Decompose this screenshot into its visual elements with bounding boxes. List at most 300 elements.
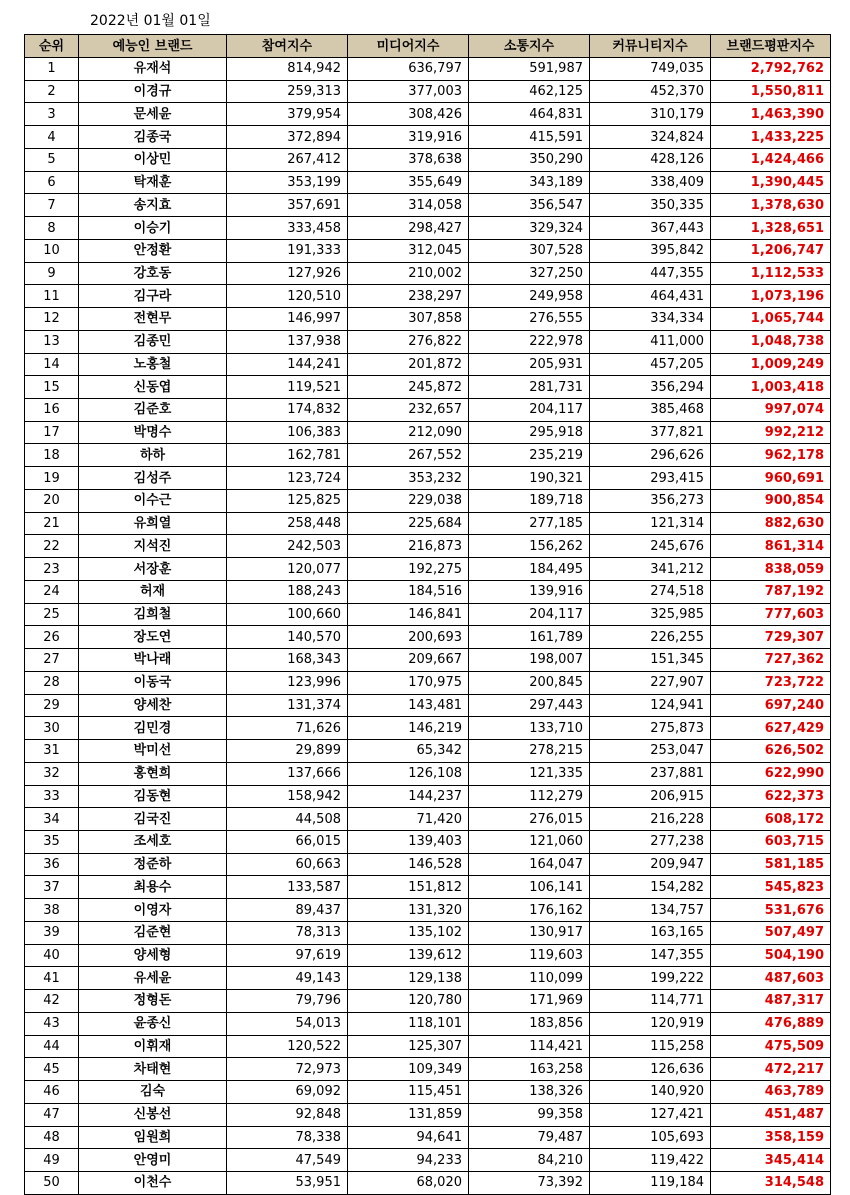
media-cell: 129,138 [348, 967, 469, 990]
rank-cell: 31 [25, 740, 79, 763]
media-cell: 276,822 [348, 330, 469, 353]
participation-cell: 66,015 [227, 830, 348, 853]
communication-cell: 276,555 [469, 308, 590, 331]
brand-index-cell: 1,009,249 [711, 353, 831, 376]
brand-index-cell: 463,789 [711, 1081, 831, 1104]
community-cell: 338,409 [590, 171, 711, 194]
rank-cell: 36 [25, 853, 79, 876]
table-row [25, 580, 831, 603]
community-cell: 126,636 [590, 1058, 711, 1081]
community-cell: 749,035 [590, 58, 711, 81]
rank-cell: 15 [25, 376, 79, 399]
table-row [25, 899, 831, 922]
communication-cell: 415,591 [469, 126, 590, 149]
brand-name-cell: 박명수 [79, 421, 227, 444]
media-cell: 225,684 [348, 512, 469, 535]
brand-name-cell: 양세형 [79, 944, 227, 967]
brand-name-cell: 문세윤 [79, 103, 227, 126]
table-row [25, 512, 831, 535]
communication-cell: 106,141 [469, 876, 590, 899]
report-date: 2022년 01월 01일 [90, 13, 211, 29]
rank-cell: 28 [25, 671, 79, 694]
rank-cell: 14 [25, 353, 79, 376]
participation-cell: 379,954 [227, 103, 348, 126]
media-cell: 307,858 [348, 308, 469, 331]
participation-cell: 137,938 [227, 330, 348, 353]
brand-index-cell: 723,722 [711, 671, 831, 694]
media-cell: 151,812 [348, 876, 469, 899]
brand-index-cell: 1,073,196 [711, 285, 831, 308]
community-cell: 163,165 [590, 921, 711, 944]
participation-cell: 79,796 [227, 990, 348, 1013]
participation-cell: 100,660 [227, 603, 348, 626]
table-row [25, 489, 831, 512]
brand-index-cell: 1,048,738 [711, 330, 831, 353]
table-row [25, 80, 831, 103]
rank-cell: 25 [25, 603, 79, 626]
table-row [25, 649, 831, 672]
participation-cell: 120,522 [227, 1035, 348, 1058]
rank-cell: 37 [25, 876, 79, 899]
rank-cell: 5 [25, 148, 79, 171]
community-cell: 124,941 [590, 694, 711, 717]
rank-cell: 40 [25, 944, 79, 967]
brand-name-cell: 이상민 [79, 148, 227, 171]
community-cell: 457,205 [590, 353, 711, 376]
community-cell: 119,184 [590, 1171, 711, 1194]
rank-cell: 49 [25, 1149, 79, 1172]
table-row [25, 239, 831, 262]
brand-index-cell: 504,190 [711, 944, 831, 967]
table-row [25, 603, 831, 626]
table-row [25, 308, 831, 331]
brand-index-cell: 472,217 [711, 1058, 831, 1081]
brand-name-cell: 김종국 [79, 126, 227, 149]
communication-cell: 329,324 [469, 217, 590, 240]
participation-cell: 78,313 [227, 921, 348, 944]
participation-cell: 174,832 [227, 399, 348, 422]
brand-name-cell: 탁재훈 [79, 171, 227, 194]
table-row [25, 1081, 831, 1104]
table-row [25, 830, 831, 853]
participation-cell: 168,343 [227, 649, 348, 672]
rank-cell: 42 [25, 990, 79, 1013]
brand-index-cell: 603,715 [711, 830, 831, 853]
table-row [25, 1103, 831, 1126]
brand-name-cell: 이영자 [79, 899, 227, 922]
community-cell: 310,179 [590, 103, 711, 126]
brand-reputation-table [24, 34, 831, 1195]
communication-cell: 156,262 [469, 535, 590, 558]
media-cell: 115,451 [348, 1081, 469, 1104]
table-row [25, 1035, 831, 1058]
media-cell: 109,349 [348, 1058, 469, 1081]
community-cell: 428,126 [590, 148, 711, 171]
communication-cell: 112,279 [469, 785, 590, 808]
media-cell: 139,403 [348, 830, 469, 853]
rank-cell: 50 [25, 1171, 79, 1194]
communication-cell: 99,358 [469, 1103, 590, 1126]
communication-cell: 190,321 [469, 467, 590, 490]
brand-name-cell: 이경규 [79, 80, 227, 103]
brand-name-cell: 최용수 [79, 876, 227, 899]
rank-cell: 2 [25, 80, 79, 103]
rank-cell: 41 [25, 967, 79, 990]
brand-index-cell: 1,328,651 [711, 217, 831, 240]
community-cell: 151,345 [590, 649, 711, 672]
community-cell: 115,258 [590, 1035, 711, 1058]
media-cell: 144,237 [348, 785, 469, 808]
table-row [25, 126, 831, 149]
brand-index-cell: 581,185 [711, 853, 831, 876]
table-row [25, 785, 831, 808]
table-row [25, 740, 831, 763]
participation-cell: 131,374 [227, 694, 348, 717]
participation-cell: 353,199 [227, 171, 348, 194]
brand-name-cell: 지석진 [79, 535, 227, 558]
brand-name-cell: 유재석 [79, 58, 227, 81]
media-cell: 319,916 [348, 126, 469, 149]
table-row [25, 148, 831, 171]
communication-cell: 295,918 [469, 421, 590, 444]
communication-cell: 235,219 [469, 444, 590, 467]
brand-index-cell: 507,497 [711, 921, 831, 944]
communication-cell: 139,916 [469, 580, 590, 603]
table-row [25, 853, 831, 876]
participation-cell: 71,626 [227, 717, 348, 740]
table-row [25, 467, 831, 490]
media-cell: 143,481 [348, 694, 469, 717]
rank-cell: 33 [25, 785, 79, 808]
community-cell: 114,771 [590, 990, 711, 1013]
brand-index-cell: 1,463,390 [711, 103, 831, 126]
table-row [25, 444, 831, 467]
participation-cell: 119,521 [227, 376, 348, 399]
participation-cell: 162,781 [227, 444, 348, 467]
participation-cell: 123,724 [227, 467, 348, 490]
brand-index-cell: 727,362 [711, 649, 831, 672]
brand-index-cell: 622,373 [711, 785, 831, 808]
community-cell: 199,222 [590, 967, 711, 990]
media-cell: 120,780 [348, 990, 469, 1013]
media-cell: 298,427 [348, 217, 469, 240]
media-cell: 209,667 [348, 649, 469, 672]
table-row [25, 399, 831, 422]
table-row [25, 1149, 831, 1172]
brand-index-cell: 900,854 [711, 489, 831, 512]
brand-index-cell: 345,414 [711, 1149, 831, 1172]
brand-name-cell: 홍현희 [79, 762, 227, 785]
table-row [25, 535, 831, 558]
community-cell: 121,314 [590, 512, 711, 535]
rank-cell: 4 [25, 126, 79, 149]
brand-index-cell: 1,424,466 [711, 148, 831, 171]
communication-cell: 343,189 [469, 171, 590, 194]
table-row [25, 876, 831, 899]
table-row [25, 285, 831, 308]
brand-name-cell: 장도연 [79, 626, 227, 649]
rank-cell: 30 [25, 717, 79, 740]
brand-name-cell: 정준하 [79, 853, 227, 876]
community-cell: 147,355 [590, 944, 711, 967]
brand-index-cell: 1,112,533 [711, 262, 831, 285]
communication-cell: 591,987 [469, 58, 590, 81]
brand-index-cell: 787,192 [711, 580, 831, 603]
participation-cell: 60,663 [227, 853, 348, 876]
media-cell: 232,657 [348, 399, 469, 422]
rank-cell: 19 [25, 467, 79, 490]
community-cell: 411,000 [590, 330, 711, 353]
community-cell: 274,518 [590, 580, 711, 603]
media-cell: 94,641 [348, 1126, 469, 1149]
media-cell: 229,038 [348, 489, 469, 512]
table-row [25, 1171, 831, 1194]
brand-name-cell: 허재 [79, 580, 227, 603]
brand-name-cell: 신동엽 [79, 376, 227, 399]
brand-index-cell: 1,390,445 [711, 171, 831, 194]
rank-cell: 29 [25, 694, 79, 717]
brand-index-cell: 962,178 [711, 444, 831, 467]
brand-name-cell: 김준호 [79, 399, 227, 422]
rank-cell: 45 [25, 1058, 79, 1081]
media-cell: 131,859 [348, 1103, 469, 1126]
community-cell: 324,824 [590, 126, 711, 149]
rank-cell: 10 [25, 239, 79, 262]
participation-cell: 69,092 [227, 1081, 348, 1104]
brand-index-cell: 838,059 [711, 558, 831, 581]
media-cell: 238,297 [348, 285, 469, 308]
brand-index-cell: 475,509 [711, 1035, 831, 1058]
media-cell: 131,320 [348, 899, 469, 922]
communication-cell: 249,958 [469, 285, 590, 308]
brand-index-cell: 545,823 [711, 876, 831, 899]
rank-cell: 11 [25, 285, 79, 308]
brand-name-cell: 안정환 [79, 239, 227, 262]
table-row [25, 330, 831, 353]
participation-cell: 125,825 [227, 489, 348, 512]
rank-cell: 35 [25, 830, 79, 853]
brand-name-cell: 조세호 [79, 830, 227, 853]
brand-name-cell: 유희열 [79, 512, 227, 535]
community-cell: 154,282 [590, 876, 711, 899]
media-cell: 125,307 [348, 1035, 469, 1058]
table-row [25, 194, 831, 217]
brand-name-cell: 김준현 [79, 921, 227, 944]
brand-index-cell: 531,676 [711, 899, 831, 922]
table-row [25, 694, 831, 717]
rank-cell: 24 [25, 580, 79, 603]
community-cell: 395,842 [590, 239, 711, 262]
media-cell: 170,975 [348, 671, 469, 694]
brand-name-cell: 김성주 [79, 467, 227, 490]
participation-cell: 137,666 [227, 762, 348, 785]
brand-index-cell: 997,074 [711, 399, 831, 422]
participation-cell: 127,926 [227, 262, 348, 285]
brand-name-cell: 이천수 [79, 1171, 227, 1194]
media-cell: 201,872 [348, 353, 469, 376]
communication-cell: 276,015 [469, 808, 590, 831]
brand-name-cell: 차태현 [79, 1058, 227, 1081]
brand-index-cell: 1,378,630 [711, 194, 831, 217]
community-cell: 206,915 [590, 785, 711, 808]
table-row [25, 1126, 831, 1149]
table-row [25, 967, 831, 990]
communication-cell: 119,603 [469, 944, 590, 967]
participation-cell: 123,996 [227, 671, 348, 694]
communication-cell: 327,250 [469, 262, 590, 285]
rank-cell: 46 [25, 1081, 79, 1104]
rank-cell: 32 [25, 762, 79, 785]
participation-cell: 188,243 [227, 580, 348, 603]
table-header [25, 35, 831, 58]
communication-cell: 79,487 [469, 1126, 590, 1149]
media-cell: 378,638 [348, 148, 469, 171]
table-row [25, 921, 831, 944]
participation-cell: 78,338 [227, 1126, 348, 1149]
rank-cell: 18 [25, 444, 79, 467]
communication-cell: 462,125 [469, 80, 590, 103]
media-cell: 312,045 [348, 239, 469, 262]
rank-cell: 20 [25, 489, 79, 512]
community-cell: 447,355 [590, 262, 711, 285]
participation-cell: 140,570 [227, 626, 348, 649]
table-row [25, 1012, 831, 1035]
brand-index-cell: 960,691 [711, 467, 831, 490]
communication-cell: 198,007 [469, 649, 590, 672]
rank-cell: 23 [25, 558, 79, 581]
participation-cell: 814,942 [227, 58, 348, 81]
communication-cell: 133,710 [469, 717, 590, 740]
community-cell: 253,047 [590, 740, 711, 763]
brand-name-cell: 양세찬 [79, 694, 227, 717]
participation-cell: 54,013 [227, 1012, 348, 1035]
communication-cell: 278,215 [469, 740, 590, 763]
participation-cell: 258,448 [227, 512, 348, 535]
header-rank: 순위 [25, 35, 79, 58]
participation-cell: 372,894 [227, 126, 348, 149]
table-row [25, 103, 831, 126]
community-cell: 350,335 [590, 194, 711, 217]
rank-cell: 26 [25, 626, 79, 649]
participation-cell: 92,848 [227, 1103, 348, 1126]
brand-index-cell: 358,159 [711, 1126, 831, 1149]
rank-cell: 1 [25, 58, 79, 81]
table-row [25, 808, 831, 831]
participation-cell: 144,241 [227, 353, 348, 376]
brand-index-cell: 1,003,418 [711, 376, 831, 399]
participation-cell: 158,942 [227, 785, 348, 808]
rank-cell: 39 [25, 921, 79, 944]
media-cell: 308,426 [348, 103, 469, 126]
communication-cell: 138,326 [469, 1081, 590, 1104]
community-cell: 277,238 [590, 830, 711, 853]
community-cell: 120,919 [590, 1012, 711, 1035]
brand-name-cell: 임원희 [79, 1126, 227, 1149]
community-cell: 367,443 [590, 217, 711, 240]
communication-cell: 222,978 [469, 330, 590, 353]
brand-name-cell: 김동현 [79, 785, 227, 808]
table-row [25, 762, 831, 785]
communication-cell: 121,060 [469, 830, 590, 853]
media-cell: 135,102 [348, 921, 469, 944]
brand-index-cell: 487,603 [711, 967, 831, 990]
community-cell: 293,415 [590, 467, 711, 490]
brand-index-cell: 861,314 [711, 535, 831, 558]
rank-cell: 17 [25, 421, 79, 444]
community-cell: 275,873 [590, 717, 711, 740]
media-cell: 146,219 [348, 717, 469, 740]
rank-cell: 47 [25, 1103, 79, 1126]
communication-cell: 176,162 [469, 899, 590, 922]
brand-index-cell: 992,212 [711, 421, 831, 444]
media-cell: 68,020 [348, 1171, 469, 1194]
communication-cell: 171,969 [469, 990, 590, 1013]
brand-name-cell: 박나래 [79, 649, 227, 672]
participation-cell: 259,313 [227, 80, 348, 103]
community-cell: 134,757 [590, 899, 711, 922]
rank-cell: 27 [25, 649, 79, 672]
participation-cell: 89,437 [227, 899, 348, 922]
rank-cell: 22 [25, 535, 79, 558]
communication-cell: 277,185 [469, 512, 590, 535]
table-row [25, 58, 831, 81]
communication-cell: 84,210 [469, 1149, 590, 1172]
brand-index-cell: 627,429 [711, 717, 831, 740]
community-cell: 127,421 [590, 1103, 711, 1126]
communication-cell: 189,718 [469, 489, 590, 512]
media-cell: 65,342 [348, 740, 469, 763]
communication-cell: 130,917 [469, 921, 590, 944]
brand-name-cell: 이동국 [79, 671, 227, 694]
brand-index-cell: 777,603 [711, 603, 831, 626]
rank-cell: 7 [25, 194, 79, 217]
community-cell: 226,255 [590, 626, 711, 649]
community-cell: 334,334 [590, 308, 711, 331]
brand-index-cell: 1,550,811 [711, 80, 831, 103]
communication-cell: 200,845 [469, 671, 590, 694]
participation-cell: 267,412 [227, 148, 348, 171]
communication-cell: 204,117 [469, 399, 590, 422]
media-cell: 636,797 [348, 58, 469, 81]
communication-cell: 164,047 [469, 853, 590, 876]
community-cell: 356,273 [590, 489, 711, 512]
community-cell: 296,626 [590, 444, 711, 467]
header-communication-index: 소통지수 [469, 35, 590, 58]
brand-name-cell: 송지효 [79, 194, 227, 217]
communication-cell: 281,731 [469, 376, 590, 399]
community-cell: 341,212 [590, 558, 711, 581]
table-row [25, 671, 831, 694]
media-cell: 126,108 [348, 762, 469, 785]
header-community-index: 커뮤니티지수 [590, 35, 711, 58]
media-cell: 216,873 [348, 535, 469, 558]
participation-cell: 133,587 [227, 876, 348, 899]
communication-cell: 184,495 [469, 558, 590, 581]
media-cell: 314,058 [348, 194, 469, 217]
communication-cell: 114,421 [469, 1035, 590, 1058]
brand-index-cell: 1,433,225 [711, 126, 831, 149]
community-cell: 377,821 [590, 421, 711, 444]
participation-cell: 72,973 [227, 1058, 348, 1081]
header-brand-reputation-index: 브랜드평판지수 [711, 35, 831, 58]
table-row [25, 626, 831, 649]
community-cell: 237,881 [590, 762, 711, 785]
brand-name-cell: 신봉선 [79, 1103, 227, 1126]
brand-name-cell: 김국진 [79, 808, 227, 831]
communication-cell: 464,831 [469, 103, 590, 126]
community-cell: 464,431 [590, 285, 711, 308]
brand-index-cell: 2,792,762 [711, 58, 831, 81]
